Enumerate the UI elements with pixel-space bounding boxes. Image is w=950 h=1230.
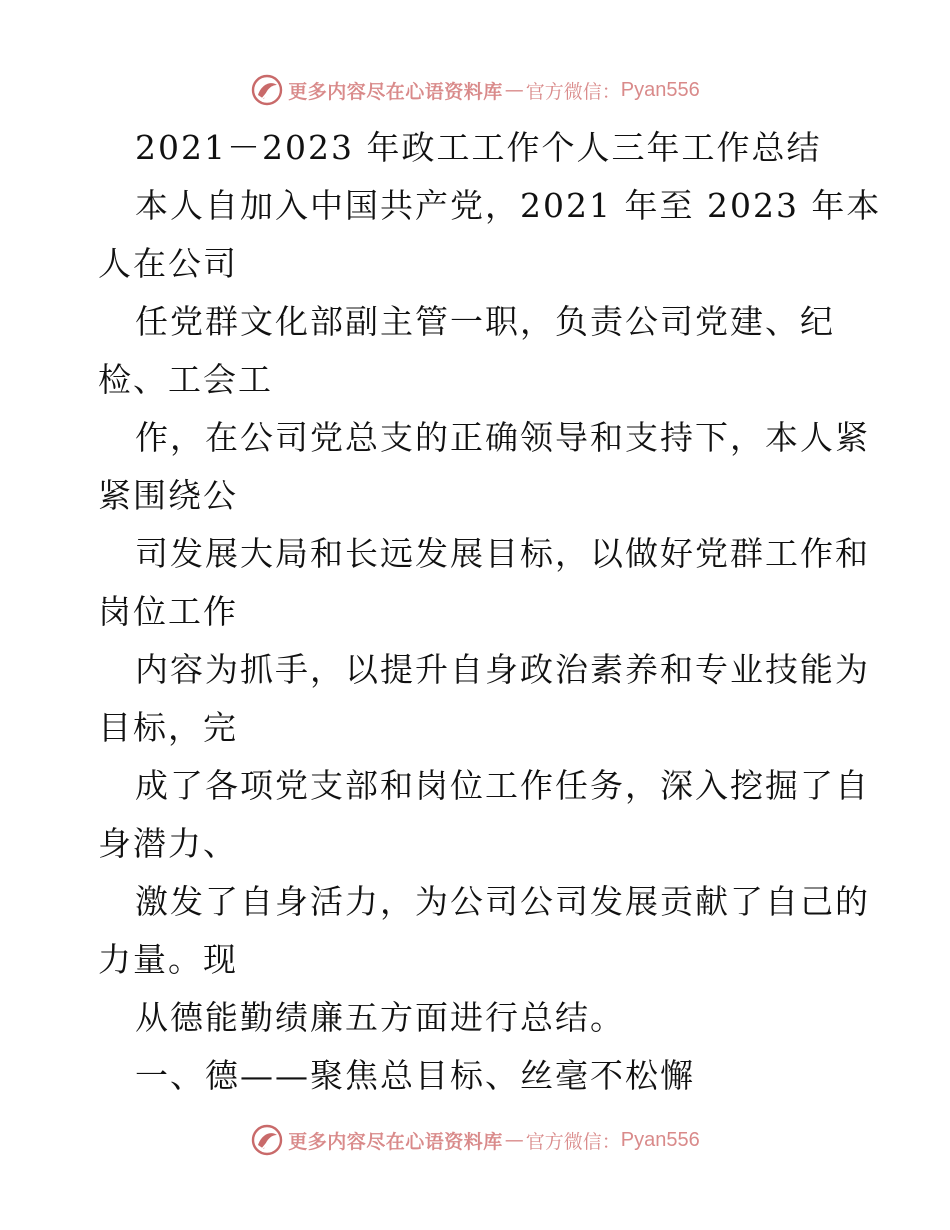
paragraph-line: 司发展大局和长远发展目标，以做好党群工作和 [135, 534, 870, 573]
watermark-dash: — [504, 1129, 524, 1151]
paragraph-line: 作，在公司党总支的正确领导和支持下，本人紧 [135, 418, 870, 457]
paragraph-line: 成了各项党支部和岗位工作任务，深入挖掘了自 [135, 766, 870, 805]
section-heading: 一、德——聚焦总目标、丝毫不松懈 [135, 1056, 695, 1095]
paragraph-line: 任党群文化部副主管一职，负责公司党建、纪 [135, 302, 835, 341]
paragraph-line: 内容为抓手，以提升自身政治素养和专业技能为 [135, 650, 870, 689]
document-title: 2021－2023 年政工工作个人三年工作总结 [135, 128, 822, 167]
footer-watermark [0, 1120, 950, 1160]
paragraph-line: 目标，完 [98, 708, 238, 747]
watermark-text: 更多内容尽在心语资料库 [288, 1130, 503, 1153]
paragraph-line: 力量。现 [98, 940, 238, 979]
red-ribbon-logo-icon [250, 1123, 284, 1157]
paragraph-line: 从德能勤绩廉五方面进行总结。 [135, 998, 625, 1037]
watermark-label: 官方微信： [525, 1130, 621, 1153]
watermark-id: Pyan556 [620, 78, 700, 101]
paragraph-line: 岗位工作 [98, 592, 238, 631]
paragraph-line: 紧围绕公 [98, 476, 238, 515]
watermark-dash: — [504, 79, 524, 101]
red-ribbon-logo-icon [250, 73, 284, 107]
paragraph-line: 本人自加入中国共产党，2021 年至 2023 年本 [135, 186, 882, 225]
watermark-text: 更多内容尽在心语资料库 [288, 80, 503, 103]
watermark-label: 官方微信： [525, 80, 621, 103]
paragraph-line: 人在公司 [98, 244, 238, 283]
paragraph-line: 检、工会工 [98, 360, 273, 399]
paragraph-line: 身潜力、 [98, 824, 238, 863]
header-watermark [0, 70, 950, 110]
watermark-id: Pyan556 [620, 1128, 700, 1151]
paragraph-line: 激发了自身活力，为公司公司发展贡献了自己的 [135, 882, 870, 921]
